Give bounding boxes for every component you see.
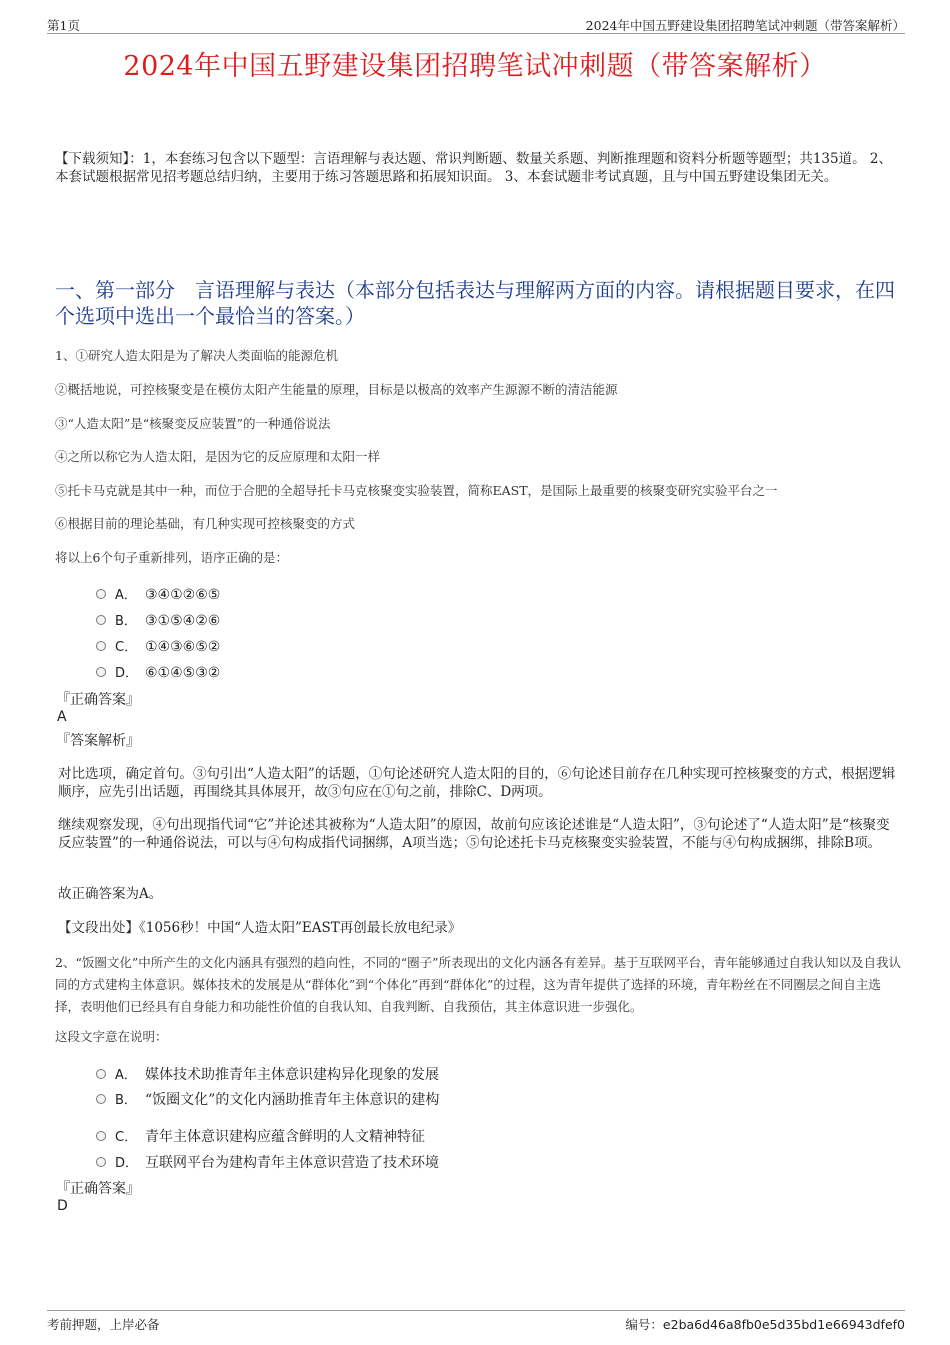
q1-option-a[interactable]: A． ③④①②⑥⑤ (96, 584, 220, 604)
q1-sentence-1: 1、①研究人造太阳是为了解决人类面临的能源危机 (55, 348, 338, 363)
radio-icon[interactable] (96, 1157, 106, 1167)
q1-sentence-2: ②概括地说，可控核聚变是在模仿太阳产生能量的原理，目标是以极高的效率产生源源不断的清洁能源 (55, 382, 618, 397)
q1-sentence-5: ⑤托卡马克就是其中一种，而位于合肥的全超导托卡马克核聚变实验装置，简称EAST，是国际上最重要的核聚变研究实验平台之一 (55, 483, 778, 498)
radio-icon[interactable] (96, 667, 106, 677)
page-header (47, 14, 905, 34)
radio-icon[interactable] (96, 1069, 106, 1079)
q1-sentence-4: ④之所以称它为人造太阳，是因为它的反应原理和太阳一样 (55, 449, 381, 464)
q2-answer: D (57, 1198, 68, 1214)
footer-slogan: 考前押题，上岸必备 (47, 1317, 160, 1332)
page-footer (47, 1310, 905, 1332)
q2-option-d[interactable]: D． 互联网平台为建构青年主体意识营造了技术环境 (96, 1152, 439, 1172)
q1-option-c[interactable]: C． ①④③⑥⑤② (96, 636, 220, 656)
q1-analysis-paragraph-3: 故正确答案为A。 (58, 886, 163, 902)
q1-sentence-3: ③“人造太阳”是“核聚变反应装置”的一种通俗说法 (55, 416, 331, 431)
radio-icon[interactable] (96, 641, 106, 651)
document-title: 2024年中国五野建设集团招聘笔试冲刺题（带答案解析） (123, 51, 827, 82)
header-doc-title: 2024年中国五野建设集团招聘笔试冲刺题（带答案解析） (585, 18, 905, 33)
q2-option-b[interactable]: B． “饭圈文化”的文化内涵助推青年主体意识的建构 (96, 1089, 439, 1109)
page-number: 第1页 (47, 18, 80, 33)
footer-code (625, 1315, 905, 1333)
download-notice: 【下载须知】：1，本套练习包含以下题型：言语理解与表达题、常识判断题、数量关系题、判断推理题和资料分析题等题型；共135道。 2、本套试题根据常见招考题总结归纳，主要用于练习答题思路和拓展知识面。 3、本套试题非考试真题，且与中国五野建设集团无关。 (55, 151, 892, 185)
q2-option-c[interactable]: C． 青年主体意识建构应蕴含鲜明的人文精神特征 (96, 1126, 425, 1146)
radio-icon[interactable] (96, 1131, 106, 1141)
footer-code-value: e2ba6d46a8fb0e5d35bd1e66943dfef0 (662, 1317, 905, 1332)
q1-option-d[interactable]: D． ⑥①④⑤③② (96, 662, 220, 682)
q2-stem: 2、“饭圈文化”中所产生的文化内涵具有强烈的趋向性，不同的“圈子”所表现出的文化内涵各有差异。基于互联网平台，青年能够通过自我认知以及自我认同的方式建构主体意识。媒体技术的发展是从“群体化”到“个体化”再到“群体化”的过程，这为青年提供了选择的环境，青年粉丝在不同圈层之间自主选择，表明他们已经具有自身能力和功能性价值的自我认知、自我判断、自我预估，其主体意识进一步强化。 (55, 955, 902, 1014)
q1-sentence-6: ⑥根据目前的理论基础，有几种实现可控核聚变的方式 (55, 516, 356, 531)
q1-option-b[interactable]: B． ③①⑤④②⑥ (96, 610, 220, 630)
radio-icon[interactable] (96, 615, 106, 625)
q2-option-a[interactable]: A． 媒体技术助推青年主体意识建构异化现象的发展 (96, 1064, 439, 1084)
radio-icon[interactable] (96, 589, 106, 599)
section-heading: 一、第一部分 言语理解与表达（本部分包括表达与理解两方面的内容。请根据题目要求，在四个选项中选出一个最恰当的答案。） (55, 278, 895, 328)
q1-answer-label: 『正确答案』 (56, 692, 140, 708)
q1-source: 【文段出处】《1056秒！中国“人造太阳”EAST再创最长放电纪录》 (58, 920, 462, 936)
q1-answer: A (57, 709, 67, 725)
q1-analysis-paragraph-1: 对比选项，确定首句。③句引出“人造太阳”的话题，①句论述研究人造太阳的目的，⑥句论述目前存在几种实现可控核聚变的方式，根据逻辑顺序，应先引出话题，再围绕其具体展开，故③句应在①句之前，排除C、D两项。 (58, 766, 896, 800)
q1-analysis-label: 『答案解析』 (56, 733, 140, 749)
q1-prompt: 将以上6个句子重新排列，语序正确的是： (55, 550, 288, 565)
footer-code-label: 编号： (625, 1317, 663, 1332)
q1-analysis-paragraph-2: 继续观察发现，④句出现指代词“它”并论述其被称为“人造太阳”的原因，故前句应该论述谁是“人造太阳”，③句论述了“人造太阳”是“核聚变反应装置”的一种通俗说法，可以与④句构成指代词捆绑，A项当选；⑤句论述托卡马克核聚变实验装置，不能与④句构成捆绑，排除B项。 (58, 817, 890, 851)
q2-answer-label: 『正确答案』 (56, 1181, 140, 1197)
radio-icon[interactable] (96, 1094, 106, 1104)
q2-prompt: 这段文字意在说明： (55, 1029, 168, 1044)
